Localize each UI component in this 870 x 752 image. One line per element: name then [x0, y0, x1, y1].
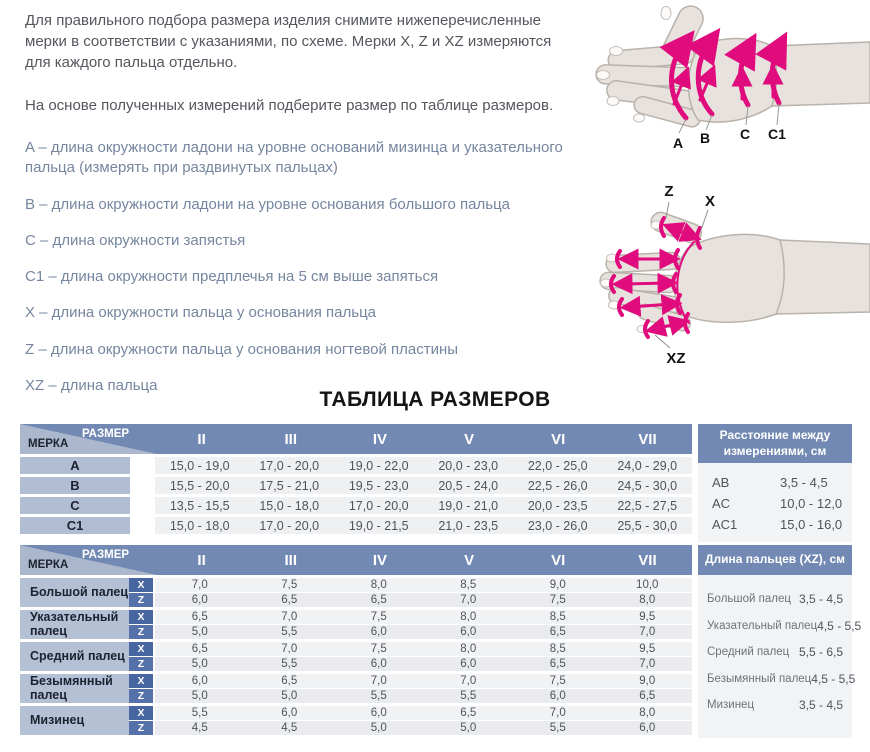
finger-length-value: 3,5 - 4,5 — [798, 698, 843, 712]
measurement-definition: XZ – длина пальца — [25, 376, 158, 394]
measurement-definition: C1 – длина окружности предплечья на 5 см выше запяться — [25, 268, 439, 285]
finger-row-data — [155, 674, 692, 703]
finger-size-cell: 6,0 — [334, 657, 424, 671]
finger-length-label: Мизинец — [707, 699, 755, 711]
finger-size-cell: 8,0 — [424, 642, 514, 656]
measurement-definition: X – длина окружности пальца у основания пальца — [25, 304, 377, 322]
finger-size-cell: 6,0 — [155, 674, 245, 688]
measurement-definition: B – длина окружности ладони на уровне основания большого пальца — [25, 195, 511, 213]
finger-size-cell: 9,5 — [603, 642, 693, 656]
finger-size-cell: 5,5 — [245, 657, 335, 671]
corner-size-label: РАЗМЕР — [82, 549, 130, 561]
finger-length-row — [707, 671, 856, 686]
finger-size-cell: 7,0 — [424, 674, 514, 688]
finger-size-cell: 4,5 — [245, 721, 335, 735]
finger-size-cell: 6,5 — [245, 674, 335, 688]
finger-size-cell: 8,5 — [513, 610, 603, 624]
finger-size-cell: 8,5 — [424, 578, 514, 592]
size-row-cells — [155, 497, 692, 514]
size-column-header: VI — [551, 430, 566, 448]
finger-size-cell: 6,0 — [155, 593, 245, 607]
x-value-row — [155, 610, 692, 624]
finger-length-row — [707, 618, 862, 633]
z-badge: Z — [129, 593, 153, 607]
z-badge: Z — [129, 689, 153, 703]
measure-row-label: C1 — [20, 517, 130, 534]
finger-length-label: Безымянный палец — [707, 672, 812, 685]
z-badge: Z — [129, 657, 153, 671]
size-range-cell: 22,0 - 25,0 — [513, 457, 603, 474]
size-column-header: VII — [638, 430, 657, 448]
size-range-cell: 13,5 - 15,5 — [155, 497, 245, 514]
finger-size-cell: 5,0 — [245, 689, 335, 703]
measurement-definition: Z – длина окружности пальца у основания ногтевой пластины — [25, 340, 459, 358]
band-label-c: C — [739, 126, 751, 142]
size-range-cell: 21,0 - 23,5 — [424, 517, 514, 534]
finger-size-cell: 8,0 — [603, 593, 693, 607]
size-range-cell: 19,0 - 21,5 — [334, 517, 424, 534]
finger-row-data — [155, 610, 692, 639]
finger-size-cell: 9,5 — [603, 610, 693, 624]
finger-table-corner — [20, 545, 157, 575]
measure-row-label: B — [20, 477, 130, 494]
hand-finger-diagram — [582, 172, 870, 370]
size-column-header: III — [284, 430, 298, 448]
finger-size-cell: 6,0 — [245, 706, 335, 720]
finger-size-cell: 5,0 — [155, 625, 245, 639]
distance-label: AC — [712, 496, 731, 512]
z-badge: Z — [129, 625, 153, 639]
finger-row-data — [155, 642, 692, 671]
xz-badges — [129, 610, 153, 639]
finger-table-row — [20, 706, 692, 735]
measurement-definition: A – длина окружности ладони на уровне оснований мизинца и указательного пальца (измерять при раздвинутых пальцах) — [25, 139, 563, 177]
distance-sidebar — [698, 424, 852, 542]
corner-measure-label: МЕРКА — [28, 438, 69, 450]
x-value-row — [155, 706, 692, 720]
finger-size-cell: 6,0 — [424, 657, 514, 671]
finger-size-cell: 5,5 — [334, 689, 424, 703]
size-range-cell: 19,5 - 23,0 — [334, 477, 424, 494]
distance-row — [712, 514, 852, 535]
measurement-definition: C – длина окружности запястья — [25, 231, 246, 249]
label-xz: XZ — [666, 350, 686, 367]
size-table-corner — [20, 424, 157, 454]
finger-size-cell: 7,0 — [245, 610, 335, 624]
size-column-header: VII — [638, 551, 657, 569]
label-x: X — [704, 193, 716, 210]
finger-size-cell: 9,0 — [513, 578, 603, 592]
distance-label: AC1 — [712, 517, 738, 533]
finger-name-label: Указательный палец — [20, 610, 129, 639]
x-badge: X — [129, 578, 153, 592]
corner-size-label: РАЗМЕР — [82, 428, 130, 440]
measurement-legend — [25, 138, 581, 396]
size-range-cell: 25,5 - 30,0 — [603, 517, 693, 534]
finger-size-cell: 5,5 — [424, 689, 514, 703]
finger-length-sidebar — [698, 545, 862, 738]
size-table-title: ТАБЛИЦА РАЗМЕРОВ — [319, 388, 551, 411]
x-badge: X — [129, 610, 153, 624]
finger-size-cell: 4,5 — [155, 721, 245, 735]
finger-size-cell: 8,0 — [334, 578, 424, 592]
x-value-row — [155, 674, 692, 688]
size-range-cell: 24,0 - 29,0 — [603, 457, 693, 474]
finger-size-cell: 6,0 — [334, 625, 424, 639]
z-value-row — [155, 593, 692, 607]
finger-size-cell: 7,0 — [603, 657, 693, 671]
finger-table-body — [20, 578, 692, 735]
hand-shape — [600, 210, 870, 333]
finger-size-cell: 6,5 — [513, 657, 603, 671]
finger-size-cell: 7,5 — [334, 610, 424, 624]
size-range-cell: 15,0 - 18,0 — [245, 497, 335, 514]
x-badge: X — [129, 642, 153, 656]
intro-paragraph-2: На основе полученных измерений подберите размер по таблице размеров. — [25, 97, 554, 114]
size-range-cell: 19,0 - 21,0 — [424, 497, 514, 514]
finger-size-cell: 7,5 — [513, 674, 603, 688]
finger-length-row — [707, 698, 843, 712]
finger-size-cell: 6,5 — [245, 593, 335, 607]
finger-size-cell: 7,5 — [513, 593, 603, 607]
size-column-header: II — [197, 551, 206, 569]
size-range-cell: 24,5 - 30,0 — [603, 477, 693, 494]
intro-paragraph-1: Для правильного подбора размера изделия снимите нижеперечисленные мерки в соответствии с указаниями, по схеме. Мерки X, Z и XZ измеряются для каждого пальца отдельно. — [25, 12, 552, 71]
distance-value: 10,0 - 12,0 — [780, 496, 843, 512]
finger-size-cell: 5,5 — [513, 721, 603, 735]
finger-size-cell: 6,5 — [155, 610, 245, 624]
distance-sidebar-body — [698, 463, 852, 542]
finger-size-cell: 7,0 — [513, 706, 603, 720]
finger-row-data — [155, 706, 692, 735]
distance-label: AB — [712, 475, 730, 491]
distance-value: 3,5 - 4,5 — [780, 475, 828, 491]
finger-size-cell: 6,5 — [603, 689, 693, 703]
label-z: Z — [664, 183, 674, 200]
finger-size-cell: 6,5 — [513, 625, 603, 639]
z-value-row — [155, 721, 692, 735]
size-range-cell: 23,0 - 26,0 — [513, 517, 603, 534]
hand-circumference-diagram — [582, 2, 870, 160]
size-range-cell: 15,0 - 18,0 — [155, 517, 245, 534]
finger-size-cell: 5,5 — [155, 706, 245, 720]
size-column-header: V — [464, 551, 475, 569]
size-table-body — [20, 457, 692, 534]
xz-badges — [129, 706, 153, 735]
finger-length-label: Средний палец — [707, 646, 790, 658]
size-range-cell: 17,0 - 20,0 — [245, 457, 335, 474]
finger-size-cell: 7,0 — [155, 578, 245, 592]
finger-size-cell: 8,0 — [603, 706, 693, 720]
size-range-cell: 17,0 - 20,0 — [334, 497, 424, 514]
finger-length-row — [707, 592, 843, 606]
x-value-row — [155, 578, 692, 592]
size-row-cells — [155, 457, 692, 474]
size-range-cell: 15,0 - 19,0 — [155, 457, 245, 474]
size-table — [20, 424, 692, 537]
z-value-row — [155, 625, 692, 639]
finger-length-value: 5,5 - 6,5 — [798, 645, 843, 659]
finger-name-label: Безымянный палец — [20, 674, 129, 703]
size-table-row — [20, 457, 692, 474]
finger-table-row — [20, 642, 692, 671]
finger-row-data — [155, 578, 692, 607]
finger-size-cell: 8,5 — [513, 642, 603, 656]
measure-row-label: A — [20, 457, 130, 474]
size-range-cell: 15,5 - 20,0 — [155, 477, 245, 494]
finger-size-cell: 10,0 — [603, 578, 693, 592]
finger-size-cell: 5,5 — [245, 625, 335, 639]
finger-size-cell: 7,0 — [424, 593, 514, 607]
finger-length-label: Большой палец — [707, 593, 791, 605]
finger-size-cell: 5,0 — [155, 689, 245, 703]
xz-badges — [129, 578, 153, 607]
xz-badges — [129, 674, 153, 703]
finger-length-label: Указательный палец — [707, 619, 818, 632]
size-column-header: VI — [551, 551, 566, 569]
finger-size-cell: 8,0 — [424, 610, 514, 624]
z-value-row — [155, 689, 692, 703]
size-column-header: III — [284, 551, 298, 569]
finger-length-value: 4,5 - 5,5 — [817, 618, 862, 633]
finger-name-label: Мизинец — [20, 706, 129, 735]
finger-size-cell: 7,5 — [334, 642, 424, 656]
distance-row — [712, 493, 852, 514]
finger-length-row — [707, 645, 843, 659]
finger-table-row — [20, 610, 692, 639]
x-badge: X — [129, 674, 153, 688]
finger-size-cell: 7,0 — [603, 625, 693, 639]
finger-size-cell: 6,0 — [513, 689, 603, 703]
corner-measure-label: МЕРКА — [28, 559, 69, 571]
band-label-b: B — [699, 130, 711, 146]
size-table-row — [20, 517, 692, 534]
finger-name-label: Средний палец — [20, 642, 129, 671]
measure-row-label: C — [20, 497, 130, 514]
size-column-header: II — [197, 430, 206, 448]
finger-size-cell: 7,0 — [245, 642, 335, 656]
finger-size-cell: 6,0 — [603, 721, 693, 735]
size-row-cells — [155, 477, 692, 494]
size-column-header: IV — [372, 551, 388, 569]
size-table-header — [20, 424, 692, 454]
size-table-row — [20, 497, 692, 514]
z-badge: Z — [129, 721, 153, 735]
finger-size-cell: 5,0 — [334, 721, 424, 735]
band-label-c1: C1 — [768, 126, 786, 142]
size-range-cell: 20,0 - 23,5 — [513, 497, 603, 514]
finger-table-row — [20, 578, 692, 607]
finger-size-cell: 6,0 — [424, 625, 514, 639]
finger-table — [20, 545, 692, 738]
size-range-cell: 20,5 - 24,0 — [424, 477, 514, 494]
finger-size-cell: 5,0 — [155, 657, 245, 671]
x-badge: X — [129, 706, 153, 720]
x-value-row — [155, 642, 692, 656]
finger-name-label: Большой палец — [20, 578, 129, 607]
size-row-cells — [155, 517, 692, 534]
finger-size-cell: 7,5 — [245, 578, 335, 592]
finger-size-cell: 5,0 — [424, 721, 514, 735]
hand-shape — [596, 2, 870, 129]
finger-length-value: 3,5 - 4,5 — [798, 592, 843, 606]
finger-size-cell: 6,5 — [334, 593, 424, 607]
finger-size-cell: 6,0 — [334, 706, 424, 720]
distance-value: 15,0 - 16,0 — [780, 517, 843, 533]
z-value-row — [155, 657, 692, 671]
size-range-cell: 17,0 - 20,0 — [245, 517, 335, 534]
finger-size-cell: 6,5 — [424, 706, 514, 720]
size-column-header: V — [464, 430, 475, 448]
size-range-cell: 20,0 - 23,0 — [424, 457, 514, 474]
size-range-cell: 19,0 - 22,0 — [334, 457, 424, 474]
size-range-cell: 22,5 - 27,5 — [603, 497, 693, 514]
finger-table-row — [20, 674, 692, 703]
distance-row — [712, 472, 852, 493]
finger-length-sidebar-body — [698, 575, 862, 738]
size-table-row — [20, 477, 692, 494]
finger-length-value: 4,5 - 5,5 — [811, 671, 856, 686]
distance-sidebar-title: Расстояние между измерениями, см — [698, 424, 852, 463]
band-label-a: A — [672, 135, 684, 151]
finger-size-cell: 9,0 — [603, 674, 693, 688]
size-column-header: IV — [372, 430, 388, 448]
intro-section — [25, 10, 581, 412]
finger-table-header — [20, 545, 692, 575]
finger-length-sidebar-title: Длина пальцев (XZ), см — [698, 545, 852, 575]
finger-size-cell: 7,0 — [334, 674, 424, 688]
xz-badges — [129, 642, 153, 671]
size-range-cell: 17,5 - 21,0 — [245, 477, 335, 494]
finger-size-cell: 6,5 — [155, 642, 245, 656]
size-range-cell: 22,5 - 26,0 — [513, 477, 603, 494]
